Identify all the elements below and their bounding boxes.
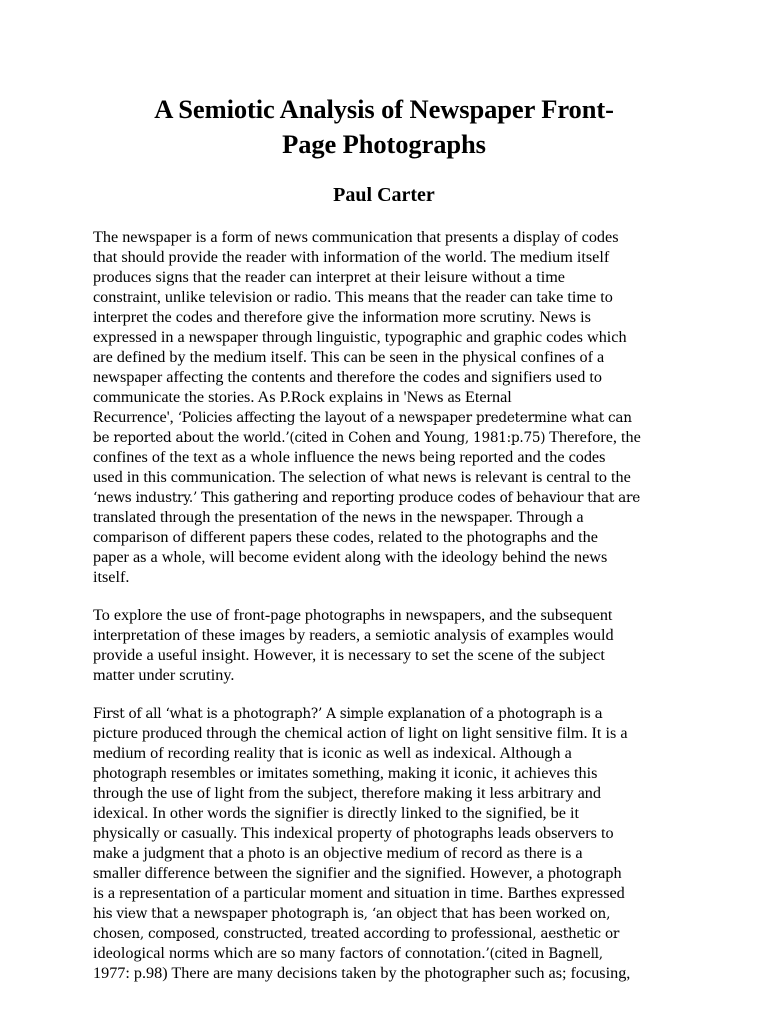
line-text: 1977: p.98) There are many decisions taken by the photographer such as; focusing,	[93, 964, 631, 982]
document-title	[90, 92, 678, 162]
paragraph	[93, 605, 683, 685]
paragraph	[93, 703, 683, 983]
text-line	[93, 447, 683, 467]
text-line	[93, 625, 683, 645]
text-line	[93, 843, 683, 863]
line-text: matter under scrutiny.	[93, 666, 235, 684]
line-text: communicate the stories. As P.Rock explains in 'News as Eternal	[93, 388, 512, 406]
text-line	[93, 665, 683, 685]
title-line: Page Photographs	[282, 129, 486, 159]
line-text: physically or casually. This indexical property of photographs leads observers to	[93, 824, 614, 842]
line-text: constraint, unlike television or radio. This means that the reader can take time to	[93, 288, 613, 306]
line-text: ideological norms which are so many factors of connotation.	[93, 944, 486, 962]
text-line	[93, 487, 683, 507]
quoted-text: ’(cited in Bagnell,	[485, 946, 603, 962]
text-line	[93, 507, 683, 527]
line-text: Therefore, the	[545, 428, 641, 446]
text-line	[93, 645, 683, 665]
author-name: Paul Carter	[333, 184, 435, 206]
line-text: paper as a whole, will become evident along with the ideology behind the news	[93, 548, 608, 566]
line-text: are defined by the medium itself. This can be seen in the physical confines of a	[93, 348, 605, 366]
line-text: idexical. In other words the signifier is directly linked to the signified, be it	[93, 804, 579, 822]
text-line	[93, 287, 683, 307]
text-line	[93, 547, 683, 567]
text-line	[93, 347, 683, 367]
line-text: newspaper affecting the contents and therefore the codes and signifiers used to	[93, 368, 602, 386]
text-line	[93, 723, 683, 743]
line-text: photograph resembles or imitates something, making it iconic, it achieves this	[93, 764, 598, 782]
quoted-text: chosen, composed, constructed, treated according to professional, aesthetic or	[93, 926, 620, 942]
text-line	[93, 567, 683, 587]
title-line: A Semiotic Analysis of Newspaper Front-	[154, 94, 614, 124]
text-line	[93, 743, 683, 763]
line-text: medium of recording reality that is iconic as well as indexical. Although a	[93, 744, 572, 762]
line-text: The newspaper is a form of news communication that presents a display of codes	[93, 228, 619, 246]
text-line	[93, 783, 683, 803]
text-line	[93, 923, 683, 943]
text-line	[93, 327, 683, 347]
text-line	[93, 943, 683, 963]
line-text: picture produced through the chemical action of light on light sensitive film. It is a	[93, 724, 628, 742]
text-line	[93, 307, 683, 327]
text-line	[93, 823, 683, 843]
text-line	[93, 883, 683, 903]
text-line	[93, 703, 683, 723]
text-line	[93, 903, 683, 923]
paragraph	[93, 227, 683, 587]
text-line	[93, 247, 683, 267]
text-line	[93, 227, 683, 247]
line-text: that should provide the reader with information of the world. The medium itself	[93, 248, 610, 266]
text-line	[93, 467, 683, 487]
line-text: translated through the presentation of the news in the newspaper. Through a	[93, 508, 584, 526]
line-text: itself.	[93, 568, 130, 586]
quoted-text: ‘Policies affecting the layout of a newspaper predetermine what can	[177, 410, 632, 426]
text-line	[93, 367, 683, 387]
line-text: through the use of light from the subject, therefore making it less arbitrary and	[93, 784, 601, 802]
text-line	[93, 863, 683, 883]
text-line	[93, 605, 683, 625]
text-line	[93, 527, 683, 547]
line-text: is a representation of a particular moment and situation in time. Barthes expressed	[93, 884, 625, 902]
quoted-text: ‘news industry.’ This gathering and reporting produce codes of behaviour that are	[93, 490, 641, 506]
line-text: provide a useful insight. However, it is necessary to set the scene of the subject	[93, 646, 605, 664]
text-line	[93, 267, 683, 287]
quoted-text: First of all ‘what is a photograph?’ A simple explanation of a photograph is a	[93, 706, 603, 722]
text-line	[93, 963, 683, 983]
line-text: smaller difference between the signifier and the signified. However, a photograph	[93, 864, 622, 882]
line-text: confines of the text as a whole influence the news being reported and the codes	[93, 448, 606, 466]
line-text: used in this communication. The selection of what news is relevant is central to the	[93, 468, 631, 486]
line-text: interpretation of these images by readers, a semiotic analysis of examples would	[93, 626, 614, 644]
line-text: comparison of different papers these codes, related to the photographs and the	[93, 528, 598, 546]
text-line	[93, 407, 683, 427]
line-text: produces signs that the reader can interpret at their leisure without a time	[93, 268, 565, 286]
quoted-text: be reported about the world.’(cited in Cohen and Young, 1981:p.75)	[93, 430, 546, 446]
line-text: make a judgment that a photo is an objective medium of record as there is a	[93, 844, 583, 862]
line-text: To explore the use of front-page photographs in newspapers, and the subsequent	[93, 606, 613, 624]
line-text: interpret the codes and therefore give the information more scrutiny. News is	[93, 308, 591, 326]
quoted-text: his view that a newspaper photograph is, ‘an object that has been worked on,	[93, 906, 611, 922]
line-text: expressed in a newspaper through linguistic, typographic and graphic codes which	[93, 328, 627, 346]
text-line	[93, 427, 683, 447]
text-line	[93, 763, 683, 783]
text-line	[93, 387, 683, 407]
text-line	[93, 803, 683, 823]
line-text: Recurrence',	[93, 408, 178, 426]
